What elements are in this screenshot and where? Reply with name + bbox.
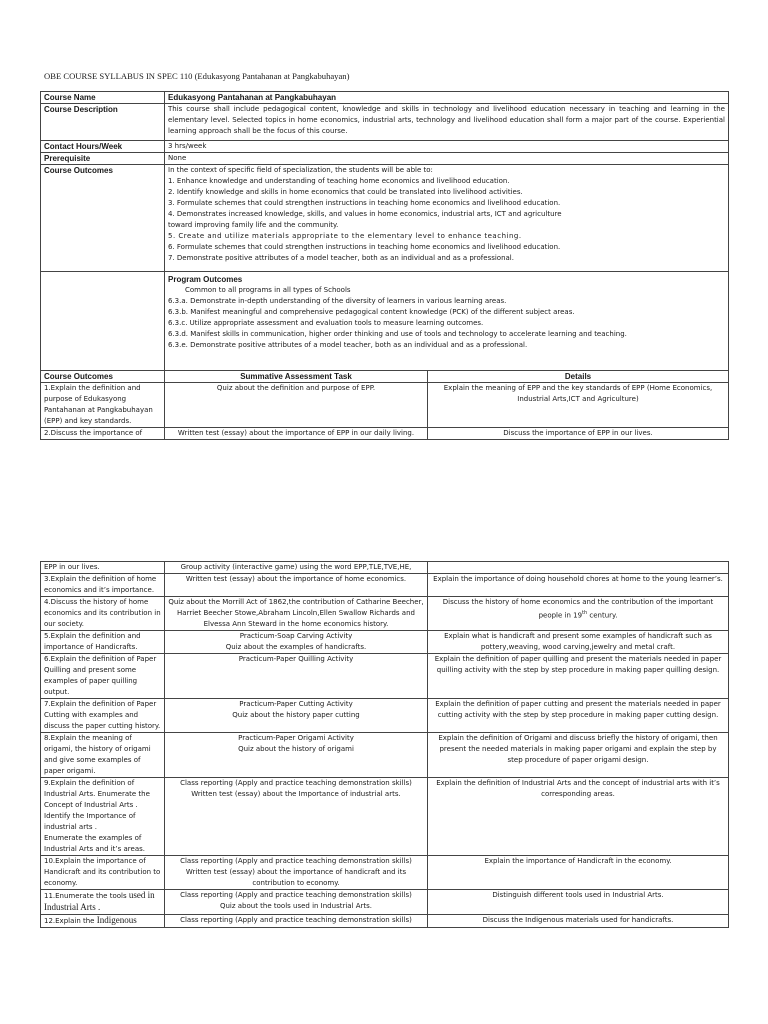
course-outcome-item: 6. Formulate schemes that could strengthen instructions in teaching home economics and livelihood education. [168,243,561,251]
prerequisite-label: Prerequisite [41,153,165,165]
table-row [41,856,729,890]
task-line: Quiz about the history of origami [238,745,354,753]
details-cell: Explain the importance of Handicraft in the economy. [428,856,729,890]
course-outcomes-label: Course Outcomes [41,165,165,272]
table-row [41,733,729,778]
task-cell [165,631,428,654]
task-line: Class reporting (Apply and practice teaching demonstration skills) [180,891,412,899]
program-outcome-item: 6.3.d. Manifest skills in communication, higher order thinking and use of tools and technology to accelerate learning and teaching. [168,330,627,338]
details-cell: Explain the importance of doing household chores at home to the young learner’s. [428,574,729,597]
details-cell: Discuss the importance of EPP in our lives. [428,428,729,440]
details-cell: Explain the definition of Industrial Arts and the concept of industrial arts with it’s corresponding areas. [428,778,729,856]
course-name-row [41,92,729,104]
outcome-cell [41,778,165,856]
task-cell [165,699,428,733]
task-line: Quiz about the tools used in Industrial Arts. [219,902,373,910]
assessment-header-row [41,371,729,383]
task-cell [165,890,428,915]
task-line: Practicum-Paper Cutting Activity [239,700,353,708]
outcome-cell: 5.Explain the definition and importance of Handicrafts. [41,631,165,654]
course-description-value: This course shall include pedagogical content, knowledge and skills in technology and livelihood education necessary in teaching and learning in the elementary level. Selected topics in home economics, industrial arts, technology and livelihood education shall form a major part of the course. Experiential learning approach shall be the focus of this course. [165,104,729,141]
program-outcomes-list [168,296,725,351]
table-row [41,654,729,699]
outcome-cell [41,890,165,915]
outcome-line: 9.Explain the definition of Industrial Arts. Enumerate the Concept of Industrial Arts . [44,779,150,809]
details-text-end: century. [587,611,618,620]
outcome-text: 11.Enumerate the tools [44,892,129,900]
course-description-label: Course Description [41,104,165,141]
table-row [41,699,729,733]
course-outcomes-value [165,165,729,272]
table-row [41,574,729,597]
task-cell: Written test (essay) about the importance of home economics. [165,574,428,597]
course-outcomes-intro: In the context of specific field of specialization, the students will be able to: [168,166,433,174]
outcome-cell: 6.Explain the definition of Paper Quilling and present some examples of paper quilling output. [41,654,165,699]
table-row [41,383,729,428]
task-cell [165,856,428,890]
course-outcome-item: 7. Demonstrate positive attributes of a model teacher, both as an individual and as a professional. [168,254,514,262]
program-outcomes-empty-cell [41,272,165,371]
details-cell: Explain the definition of paper quilling and present the materials needed in paper quilling activity with the step by step procedure in making paper quilling design. [428,654,729,699]
assessment-header-details: Details [428,371,729,383]
program-outcome-item: 6.3.b. Manifest meaningful and comprehensive pedagogical content knowledge (PCK) of the different subject areas. [168,308,575,316]
table-row [41,562,729,574]
prerequisite-row [41,153,729,165]
outcome-text-serif: used in Industrial Arts . [44,890,155,912]
program-outcomes-common: Common to all programs in all types of Schools [185,286,351,294]
outcome-cell: 3.Explain the definition of home economics and it’s importance. [41,574,165,597]
contact-hours-row [41,141,729,153]
table-row [41,631,729,654]
task-cell: Written test (essay) about the importance of EPP in our daily living. [165,428,428,440]
course-outcome-item: 5. Create and utilize materials appropriate to the elementary level to enhance teaching. [168,232,522,240]
course-info-block [40,91,729,440]
assessment-continuation-block [40,561,729,928]
assessment-header-task: Summative Assessment Task [165,371,428,383]
table-row [41,428,729,440]
task-cell [165,733,428,778]
program-outcome-item: 6.3.c. Utilize appropriate assessment and evaluation tools to measure learning outcomes. [168,319,484,327]
outcome-cell: 1.Explain the definition and purpose of Edukasyong Pantahanan at Pangkabuhayan (EPP) and key standards. [41,383,165,428]
details-cell: Explain what is handicraft and present some examples of handicraft such as pottery,weaving, wood carving,jewelry and metal craft. [428,631,729,654]
program-outcome-item: 6.3.a. Demonstrate in-depth understanding of the diversity of learners in various learning areas. [168,297,507,305]
course-name-value: Edukasyong Pantahanan at Pangkabuhayan [165,92,729,104]
task-cell: Group activity (interactive game) using the word EPP,TLE,TVE,HE, [165,562,428,574]
course-name-label: Course Name [41,92,165,104]
outcome-cell: 2.Discuss the importance of [41,428,165,440]
outcome-cell: 10.Explain the importance of Handicraft and its contribution to economy. [41,856,165,890]
task-cell: Quiz about the Morrill Act of 1862,the contribution of Catharine Beecher, Harriet Beecher Stowe,Abraham Lincoln,Ellen Swallow Richards and Elvessa Ann Steward in the home economics history. [165,597,428,631]
details-cell [428,597,729,631]
details-cell [428,562,729,574]
details-cell: Discuss the Indigenous materials used for handicrafts. [428,915,729,928]
program-outcomes-cell [165,272,729,371]
details-cell: Explain the definition of Origami and discuss briefly the history of origami, then present the needed materials in making paper origami and explain the step by step procedure of paper origami design. [428,733,729,778]
task-cell: Quiz about the definition and purpose of EPP. [165,383,428,428]
program-outcome-item: 6.3.e. Demonstrate positive attributes of a model teacher, both as an individual and as a professional. [168,341,528,349]
program-outcomes-row [41,272,729,371]
task-cell: Practicum-Paper Quilling Activity [165,654,428,699]
outcome-cell [41,915,165,928]
task-line: Practicum-Paper Origami Activity [238,734,354,742]
details-cell: Explain the meaning of EPP and the key standards of EPP (Home Economics, Industrial Arts,ICT and Agriculture) [428,383,729,428]
task-line: Written test (essay) about the Importance of industrial arts. [191,790,401,798]
details-text: Discuss the history of home economics and the contribution of the important people in 19 [442,598,714,620]
outcome-line: Enumerate the examples of Industrial Arts and it’s areas. [44,834,146,853]
table-row [41,890,729,915]
course-outcomes-row [41,165,729,272]
contact-hours-label: Contact Hours/Week [41,141,165,153]
document-title: OBE COURSE SYLLABUS IN SPEC 110 (Edukasyong Pantahanan at Pangkabuhayan) [44,71,350,81]
course-outcome-item: 3. Formulate schemes that could strengthen instructions in teaching home economics and livelihood education. [168,199,561,207]
task-line: Class reporting (Apply and practice teaching demonstration skills) [180,857,412,865]
course-info-table [40,91,729,371]
course-outcome-item: toward improving family life and the community. [168,221,339,229]
assessment-header-outcomes: Course Outcomes [41,371,165,383]
course-outcome-item: 4. Demonstrates increased knowledge, skills, and values in home economics, industrial arts, ICT and agriculture [168,210,562,218]
prerequisite-value: None [165,153,729,165]
details-superscript: th [582,610,588,616]
task-line: Quiz about the examples of handicrafts. [225,643,367,651]
table-row [41,778,729,856]
task-line: Quiz about the history paper cutting [232,711,360,719]
table-row [41,915,729,928]
details-cell: Explain the definition of paper cutting and present the materials needed in paper cutting activity with the step by step procedure in making paper cutting design. [428,699,729,733]
outcome-line: Identify the Importance of industrial arts . [44,812,136,831]
task-line: Class reporting (Apply and practice teaching demonstration skills) [180,779,412,787]
table-row [41,597,729,631]
assessment-table-top [40,370,729,440]
course-outcome-item: 1. Enhance knowledge and understanding of teaching home economics and livelihood education. [168,177,510,185]
contact-hours-value: 3 hrs/week [165,141,729,153]
program-outcomes-label: Program Outcomes [168,275,243,284]
outcome-cell: 4.Discuss the history of home economics and its contribution in our society. [41,597,165,631]
task-cell [165,778,428,856]
outcome-cell: EPP in our lives. [41,562,165,574]
course-description-row [41,104,729,141]
outcome-cell: 7.Explain the definition of Paper Cutting with examples and discuss the paper cutting history. [41,699,165,733]
task-line: Written test (essay) about the importance of handicraft and its contribution to economy. [185,868,407,887]
assessment-table-bottom [40,561,729,928]
task-line: Practicum-Soap Carving Activity [239,632,353,640]
outcome-text-serif: Indigenous [96,915,137,925]
course-outcome-item: 2. Identify knowledge and skills in home economics that could be translated into livelihood activities. [168,188,523,196]
details-cell: Distinguish different tools used in Industrial Arts. [428,890,729,915]
course-outcomes-list [168,176,725,264]
outcome-cell: 8.Explain the meaning of origami, the history of origami and give some examples of paper origami. [41,733,165,778]
task-cell: Class reporting (Apply and practice teaching demonstration skills) [165,915,428,928]
outcome-text: 12.Explain the [44,917,97,925]
